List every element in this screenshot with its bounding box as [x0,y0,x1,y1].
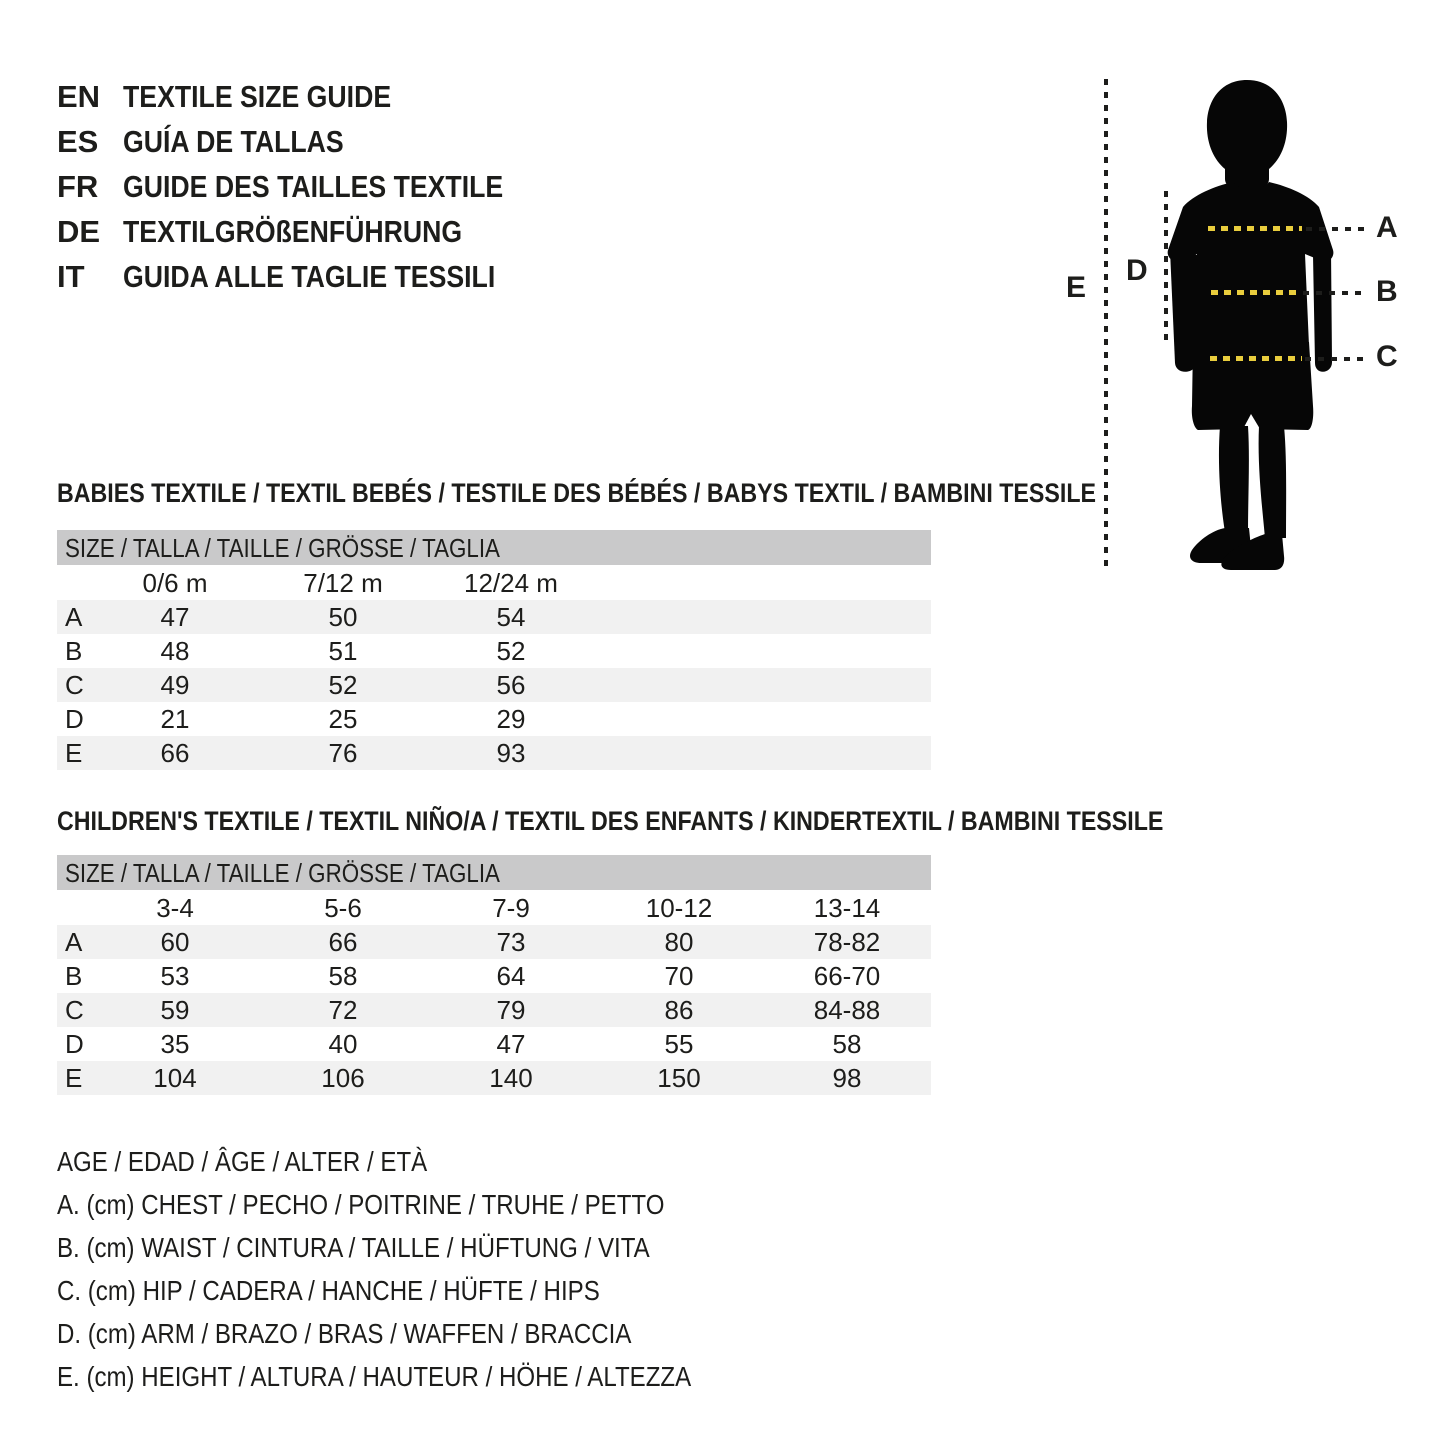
measurement-value: 66 [328,927,358,957]
measurement-value: 58 [832,1029,862,1059]
measurement-value: 64 [496,961,526,991]
measurement-row-a [57,600,931,634]
figure-label-C: C [1376,340,1398,373]
age-column-headers [57,565,931,600]
measurement-row-label: C [65,670,84,700]
babies-section-title [57,478,1265,509]
measurement-value: 93 [496,738,526,768]
measurement-value: 35 [160,1029,190,1059]
language-code: ES [57,124,99,159]
legend-line-1 [57,1183,794,1226]
legend-line-text: A. (cm) CHEST / PECHO / POITRINE / TRUHE / PETTO [57,1189,665,1220]
measurement-row-label: E [65,738,83,768]
measurement-value: 98 [832,1063,862,1093]
measurement-value: 84-88 [813,995,881,1025]
waist-measure-line-B-black [1303,291,1363,295]
measurement-value: 150 [657,1063,701,1093]
measurement-value: 72 [328,995,358,1025]
measurement-value: 48 [160,636,190,666]
measurement-row-label: B [65,961,83,991]
measurement-row-e [57,1061,931,1095]
hip-measure-line-C-yellow [1210,356,1302,361]
language-row-fr [57,164,565,209]
measurement-row-c [57,993,931,1027]
age-column-header: 0/6 m [142,568,208,598]
children-section-title-text: CHILDREN'S TEXTILE / TEXTIL NIÑO/A / TEXTIL DES ENFANTS / KINDERTEXTIL / BAMBINI TESSILE [57,806,1164,836]
legend-line-text: C. (cm) HIP / CADERA / HANCHE / HÜFTE / HIPS [57,1275,600,1306]
measurement-value: 60 [160,927,190,957]
measurement-value: 66-70 [813,961,881,991]
measurement-value: 76 [328,738,358,768]
language-guide-title: GUIDE DES TAILLES TEXTILE [123,169,504,204]
column-header-stub [57,890,91,925]
measurement-value: 54 [496,602,526,632]
measurement-value: 55 [664,1029,694,1059]
measurement-value: 29 [496,704,526,734]
measurement-value: 21 [160,704,190,734]
size-header-banner [57,530,931,565]
legend-line-5 [57,1355,794,1398]
measurement-row-b [57,634,931,668]
figure-label-D: D [1126,254,1148,287]
figure-label-A: A [1376,211,1398,244]
waist-measure-line-B-yellow [1211,290,1299,295]
chest-measure-line-A-black [1306,227,1364,231]
measurement-row-d [57,1027,931,1061]
legend-line-4 [57,1312,794,1355]
measurement-value: 140 [489,1063,533,1093]
measurement-value: 80 [664,927,694,957]
legend-line-text: D. (cm) ARM / BRAZO / BRAS / WAFFEN / BRACCIA [57,1318,632,1349]
language-guide-title: GUIDA ALLE TAGLIE TESSILI [123,259,496,294]
measurement-value: 73 [496,927,526,957]
size-header-text: SIZE / TALLA / TAILLE / GRÖSSE / TAGLIA [65,858,500,888]
measurement-value: 58 [328,961,358,991]
measurement-row-label: A [65,602,83,632]
language-row-en [57,74,565,119]
language-guide-title: TEXTILGRÖßENFÜHRUNG [123,214,463,249]
measurement-row-b [57,959,931,993]
age-column-header: 7-9 [492,893,530,923]
measurement-value: 25 [328,704,358,734]
measurement-value: 53 [160,961,190,991]
measurement-row-a [57,925,931,959]
language-row-de [57,209,565,254]
language-row-es [57,119,565,164]
measurement-legend [57,1140,794,1398]
age-column-header: 12/24 m [464,568,558,598]
language-guide-title: TEXTILE SIZE GUIDE [123,79,392,114]
age-column-header: 5-6 [324,893,362,923]
language-row-it [57,254,565,299]
measurement-value: 66 [160,738,190,768]
measurement-value: 47 [496,1029,526,1059]
measurement-value: 104 [153,1063,197,1093]
language-code: FR [57,169,99,204]
measurement-row-label: D [65,704,84,734]
measurement-row-label: E [65,1063,83,1093]
measurement-value: 56 [496,670,526,700]
legend-line-2 [57,1226,794,1269]
measurement-row-label: D [65,1029,84,1059]
size-header-text: SIZE / TALLA / TAILLE / GRÖSSE / TAGLIA [65,533,500,563]
measurement-row-e [57,736,931,770]
measurement-value: 70 [664,961,694,991]
age-column-header: 3-4 [156,893,194,923]
measurement-value: 47 [160,602,190,632]
measurement-value: 79 [496,995,526,1025]
legend-line-text: B. (cm) WAIST / CINTURA / TAILLE / HÜFTUNG / VITA [57,1232,650,1263]
measurement-value: 52 [496,636,526,666]
figure-label-B: B [1376,275,1398,308]
measurement-value: 106 [321,1063,365,1093]
measurement-value: 59 [160,995,190,1025]
age-column-header: 10-12 [645,893,713,923]
measurement-row-d [57,702,931,736]
measurement-value: 51 [328,636,358,666]
measurement-value: 86 [664,995,694,1025]
measurement-value: 40 [328,1029,358,1059]
children-size-table [57,855,931,1095]
language-guide-title: GUÍA DE TALLAS [123,124,344,159]
children-section-title [57,806,1344,837]
babies-size-table [57,530,931,770]
language-code: DE [57,214,101,249]
measurement-row-c [57,668,931,702]
measurement-row-label: A [65,927,83,957]
language-code: EN [57,79,101,114]
measurement-row-label: B [65,636,83,666]
babies-section-title-text: BABIES TEXTILE / TEXTIL BEBÉS / TESTILE DES BÉBÉS / BABYS TEXTIL / BAMBINI TESSILE [57,478,1097,508]
size-header-banner [57,855,931,890]
measurement-value: 52 [328,670,358,700]
legend-line-text: AGE / EDAD / ÂGE / ALTER / ETÀ [57,1146,428,1177]
measurement-row-label: C [65,995,84,1025]
language-list [57,74,565,299]
measurement-value: 78-82 [813,927,881,957]
age-column-header: 7/12 m [303,568,383,598]
hip-measure-line-C-black [1305,357,1363,361]
column-header-stub [57,565,91,600]
age-column-header: 13-14 [813,893,881,923]
legend-line-0 [57,1140,794,1183]
legend-line-3 [57,1269,794,1312]
chest-measure-line-A-yellow [1208,226,1302,231]
language-code: IT [57,259,85,294]
measurement-value: 50 [328,602,358,632]
legend-line-text: E. (cm) HEIGHT / ALTURA / HAUTEUR / HÖHE / ALTEZZA [57,1361,692,1392]
measurement-value: 49 [160,670,190,700]
age-column-headers [57,890,931,925]
figure-label-E: E [1066,271,1087,304]
